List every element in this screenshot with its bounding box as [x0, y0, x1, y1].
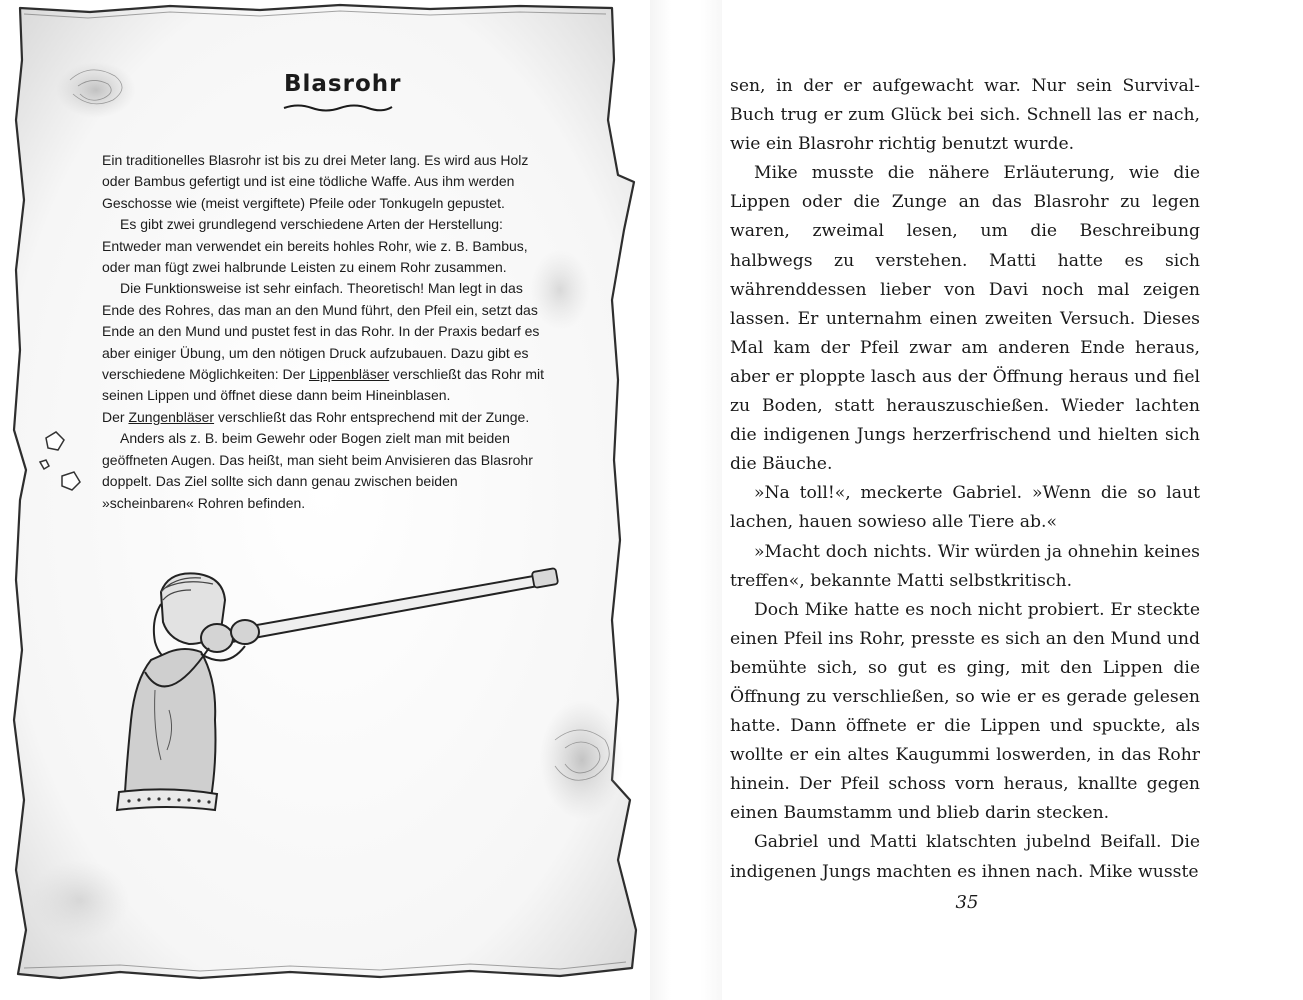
left-page — [0, 0, 650, 1000]
info-box-text — [102, 150, 547, 514]
info-paragraph-2 — [102, 214, 547, 278]
term-zungenblaeser: Zungenbläser — [128, 408, 215, 425]
story-paragraph: Doch Mike hatte es noch nicht probiert. Er steckte einen Pfeil ins Rohr, presste es sich an den Mund und bemühte sich, so gut es ging, mit den Lippen die Öffnung zu verschließen, so wie er es gerade gelesen hatte. Dann öffnete er die Lippen und spuckte, als wollte er ein altes Kaugummi loswerden, in das Rohr hinein. Der Pfeil schoss vorn heraus, knallte gegen einen Baumstamm und blieb darin stecken. — [730, 599, 1200, 824]
story-text — [730, 72, 1200, 887]
page-number: 35 — [955, 892, 979, 913]
info-paragraph-text: Die Funktionsweise ist sehr einfach. Theoretisch! Man legt in das Ende des Rohres, das man an den Mund führt, den Pfeil ein, setzt das Ende an den Mund und pustet fest in das Rohr. In der Praxis bedarf es aber einiger Übung, um den nötigen Druck aufzubauen. Dazu gibt es verschiedene Möglichkeiten: Der — [102, 280, 540, 383]
right-page — [722, 0, 1303, 1000]
info-paragraph-4 — [102, 407, 547, 428]
story-paragraph: Gabriel und Matti klatschten jubelnd Beifall. Die indigenen Jungs machten es ihnen nach. Mike wusste — [730, 832, 1200, 882]
info-paragraph-text: Es gibt zwei grundlegend verschiedene Arten der Herstellung: Entweder man verwendet ein bereits hohles Rohr, wie z. B. Bambus, oder man fügt zwei halbrunde Leisten zu einem Rohr zusammen. — [102, 216, 528, 276]
info-paragraph-3 — [102, 278, 547, 406]
blowgun-illustration — [105, 560, 585, 820]
info-box-title: Blasrohr — [284, 71, 402, 97]
story-paragraph: sen, in der er aufgewacht war. Nur sein Survival-Buch trug er zum Glück bei sich. Schnell las er nach, wie ein Blasrohr richtig benutzt wurde. — [730, 76, 1200, 155]
info-paragraph-text: Der — [102, 408, 129, 425]
info-paragraph-text: verschließt das Rohr mit seinen Lippen und öffnet diese dann beim Hineinblasen. — [102, 366, 544, 404]
info-paragraph-1 — [102, 150, 547, 214]
title-underline — [282, 102, 394, 112]
info-paragraph-text: Ein traditionelles Blasrohr ist bis zu drei Meter lang. Es wird aus Holz oder Bambus gefertigt und ist eine tödliche Waffe. Aus ihm werden Geschosse wie (meist vergiftete) Pfeile oder Tonkugeln gepustet. — [102, 152, 529, 211]
info-paragraph-5 — [102, 428, 547, 514]
info-paragraph-text: Anders als z. B. beim Gewehr oder Bogen zielt man mit beiden geöffneten Augen. Das heißt, man sieht beim Anvisieren das Blasrohr doppelt. Das Ziel sollte sich dann genau zwischen beiden »scheinbaren« Rohren befinden. — [102, 430, 533, 511]
info-paragraph-text: verschließt das Rohr entsprechend mit der Zunge. — [214, 408, 530, 425]
story-paragraph: »Macht doch nichts. Wir würden ja ohnehin keines treffen«, bekannte Matti selbstkritisch. — [730, 541, 1200, 591]
story-paragraph: Mike musste die nähere Erläuterung, wie die Lippen oder die Zunge an das Blasrohr zu legen waren, zweimal lesen, um die Beschreibung halbwegs zu verstehen. Matti hatte es sich währenddessen lieber von Davi noch mal zeigen lassen. Er unternahm einen zweiten Versuch. Dieses Mal kam der Pfeil zwar am anderen Ende heraus, aber er ploppte lasch aus der Öffnung heraus und fiel zu Boden, statt herauszuschießen. Wieder lachten die indigenen Jungs herzerfrischend und hielten sich die Bäuche. — [730, 163, 1200, 475]
page-gutter — [650, 0, 722, 1000]
story-paragraph: »Na toll!«, meckerte Gabriel. »Wenn die so laut lachen, hauen sowieso alle Tiere ab.« — [730, 483, 1200, 533]
term-lippenblaeser: Lippenbläser — [309, 366, 390, 383]
